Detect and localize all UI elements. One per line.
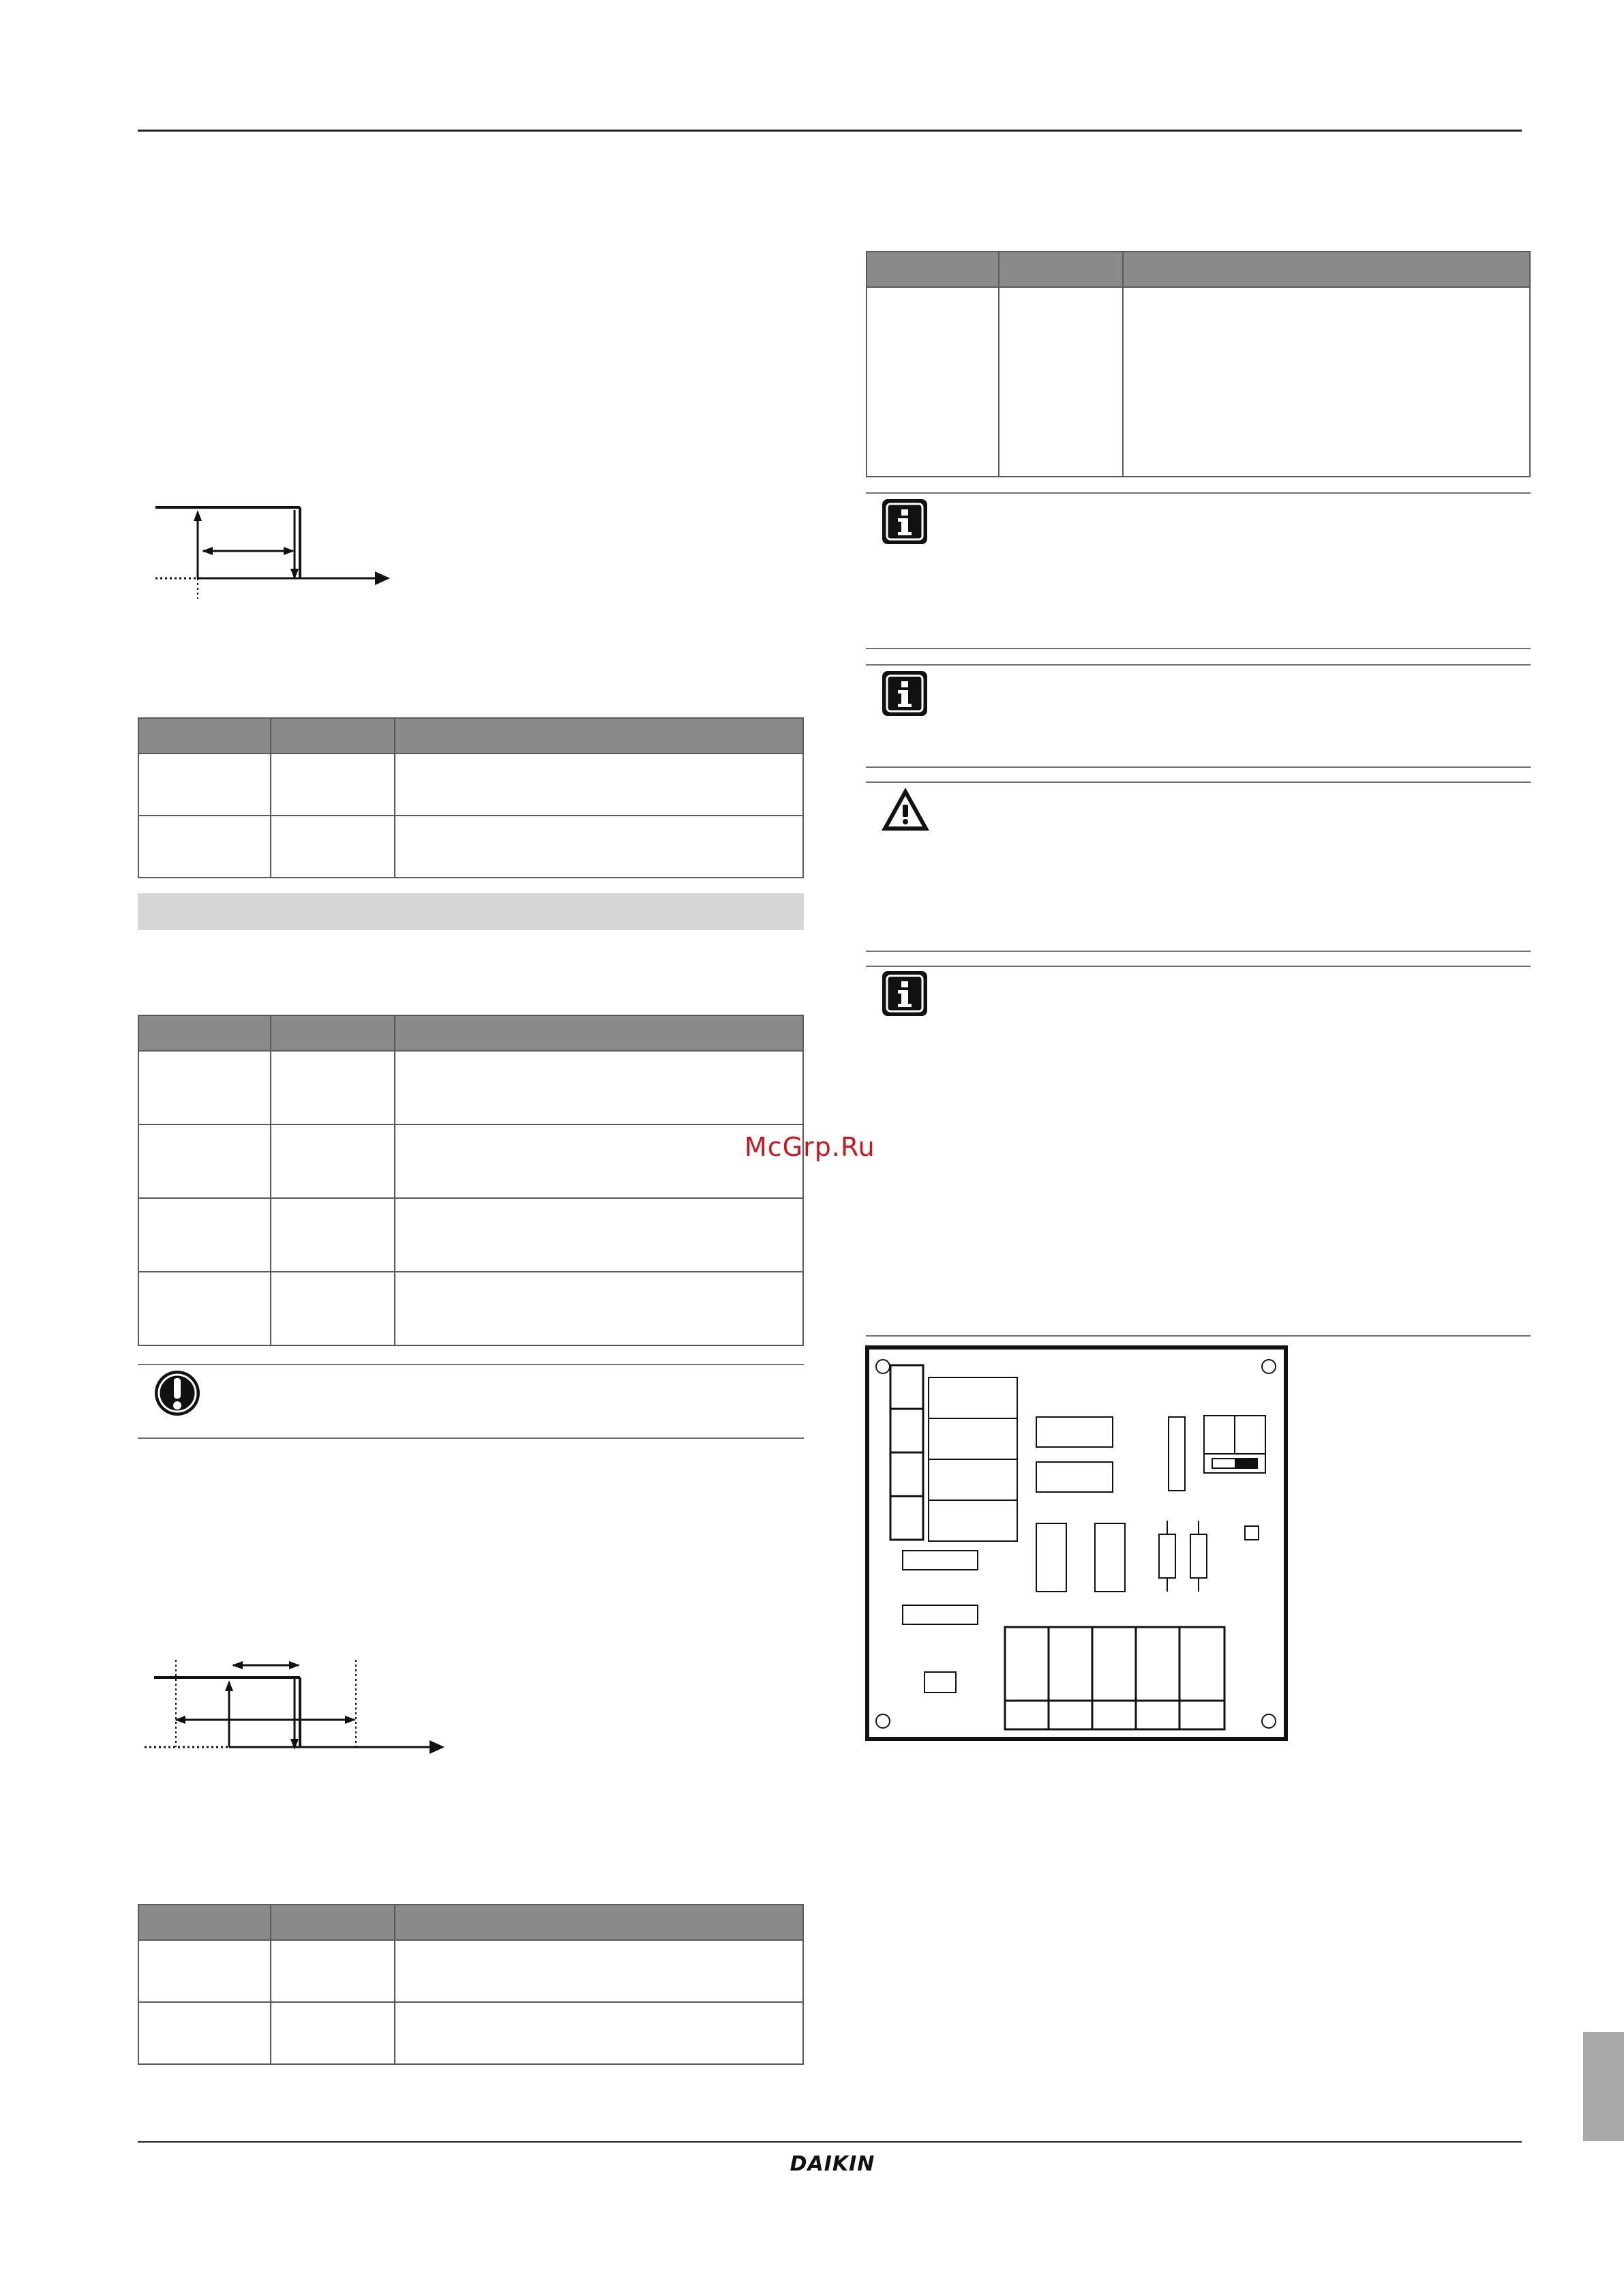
table-1 xyxy=(138,717,804,878)
notice-rule-bottom xyxy=(138,1437,804,1439)
circuit-board-diagram xyxy=(864,1345,1289,1744)
footer-brand: DAIKIN xyxy=(790,2152,875,2176)
info-note-1-rule-bottom xyxy=(866,648,1531,649)
table-2 xyxy=(138,1015,804,1346)
watermark: McGrp.Ru xyxy=(745,1132,875,1162)
figure-rule xyxy=(866,1335,1531,1337)
header-rule xyxy=(138,130,1522,132)
info-icon xyxy=(881,970,929,1017)
warning-note-rule-top xyxy=(866,781,1531,783)
info-note-1-rule-top xyxy=(866,492,1531,494)
info-icon xyxy=(881,670,929,717)
step-diagram-1 xyxy=(150,498,395,600)
warning-note-rule-bottom xyxy=(866,951,1531,952)
exclamation-icon xyxy=(153,1369,202,1418)
step-diagram-2 xyxy=(143,1656,457,1758)
warning-icon xyxy=(879,786,931,833)
info-icon xyxy=(881,498,929,546)
side-tab xyxy=(1583,2032,1624,2141)
table-4 xyxy=(866,251,1531,477)
info-note-2-rule-bottom xyxy=(866,766,1531,768)
table-3 xyxy=(138,1904,804,2065)
footer-rule xyxy=(138,2141,1522,2143)
daikin-logo xyxy=(779,2148,886,2178)
section-heading-bar xyxy=(138,893,804,930)
notice-rule-top xyxy=(138,1364,804,1365)
info-note-2-rule-top xyxy=(866,664,1531,666)
info-note-3-rule-top xyxy=(866,966,1531,967)
